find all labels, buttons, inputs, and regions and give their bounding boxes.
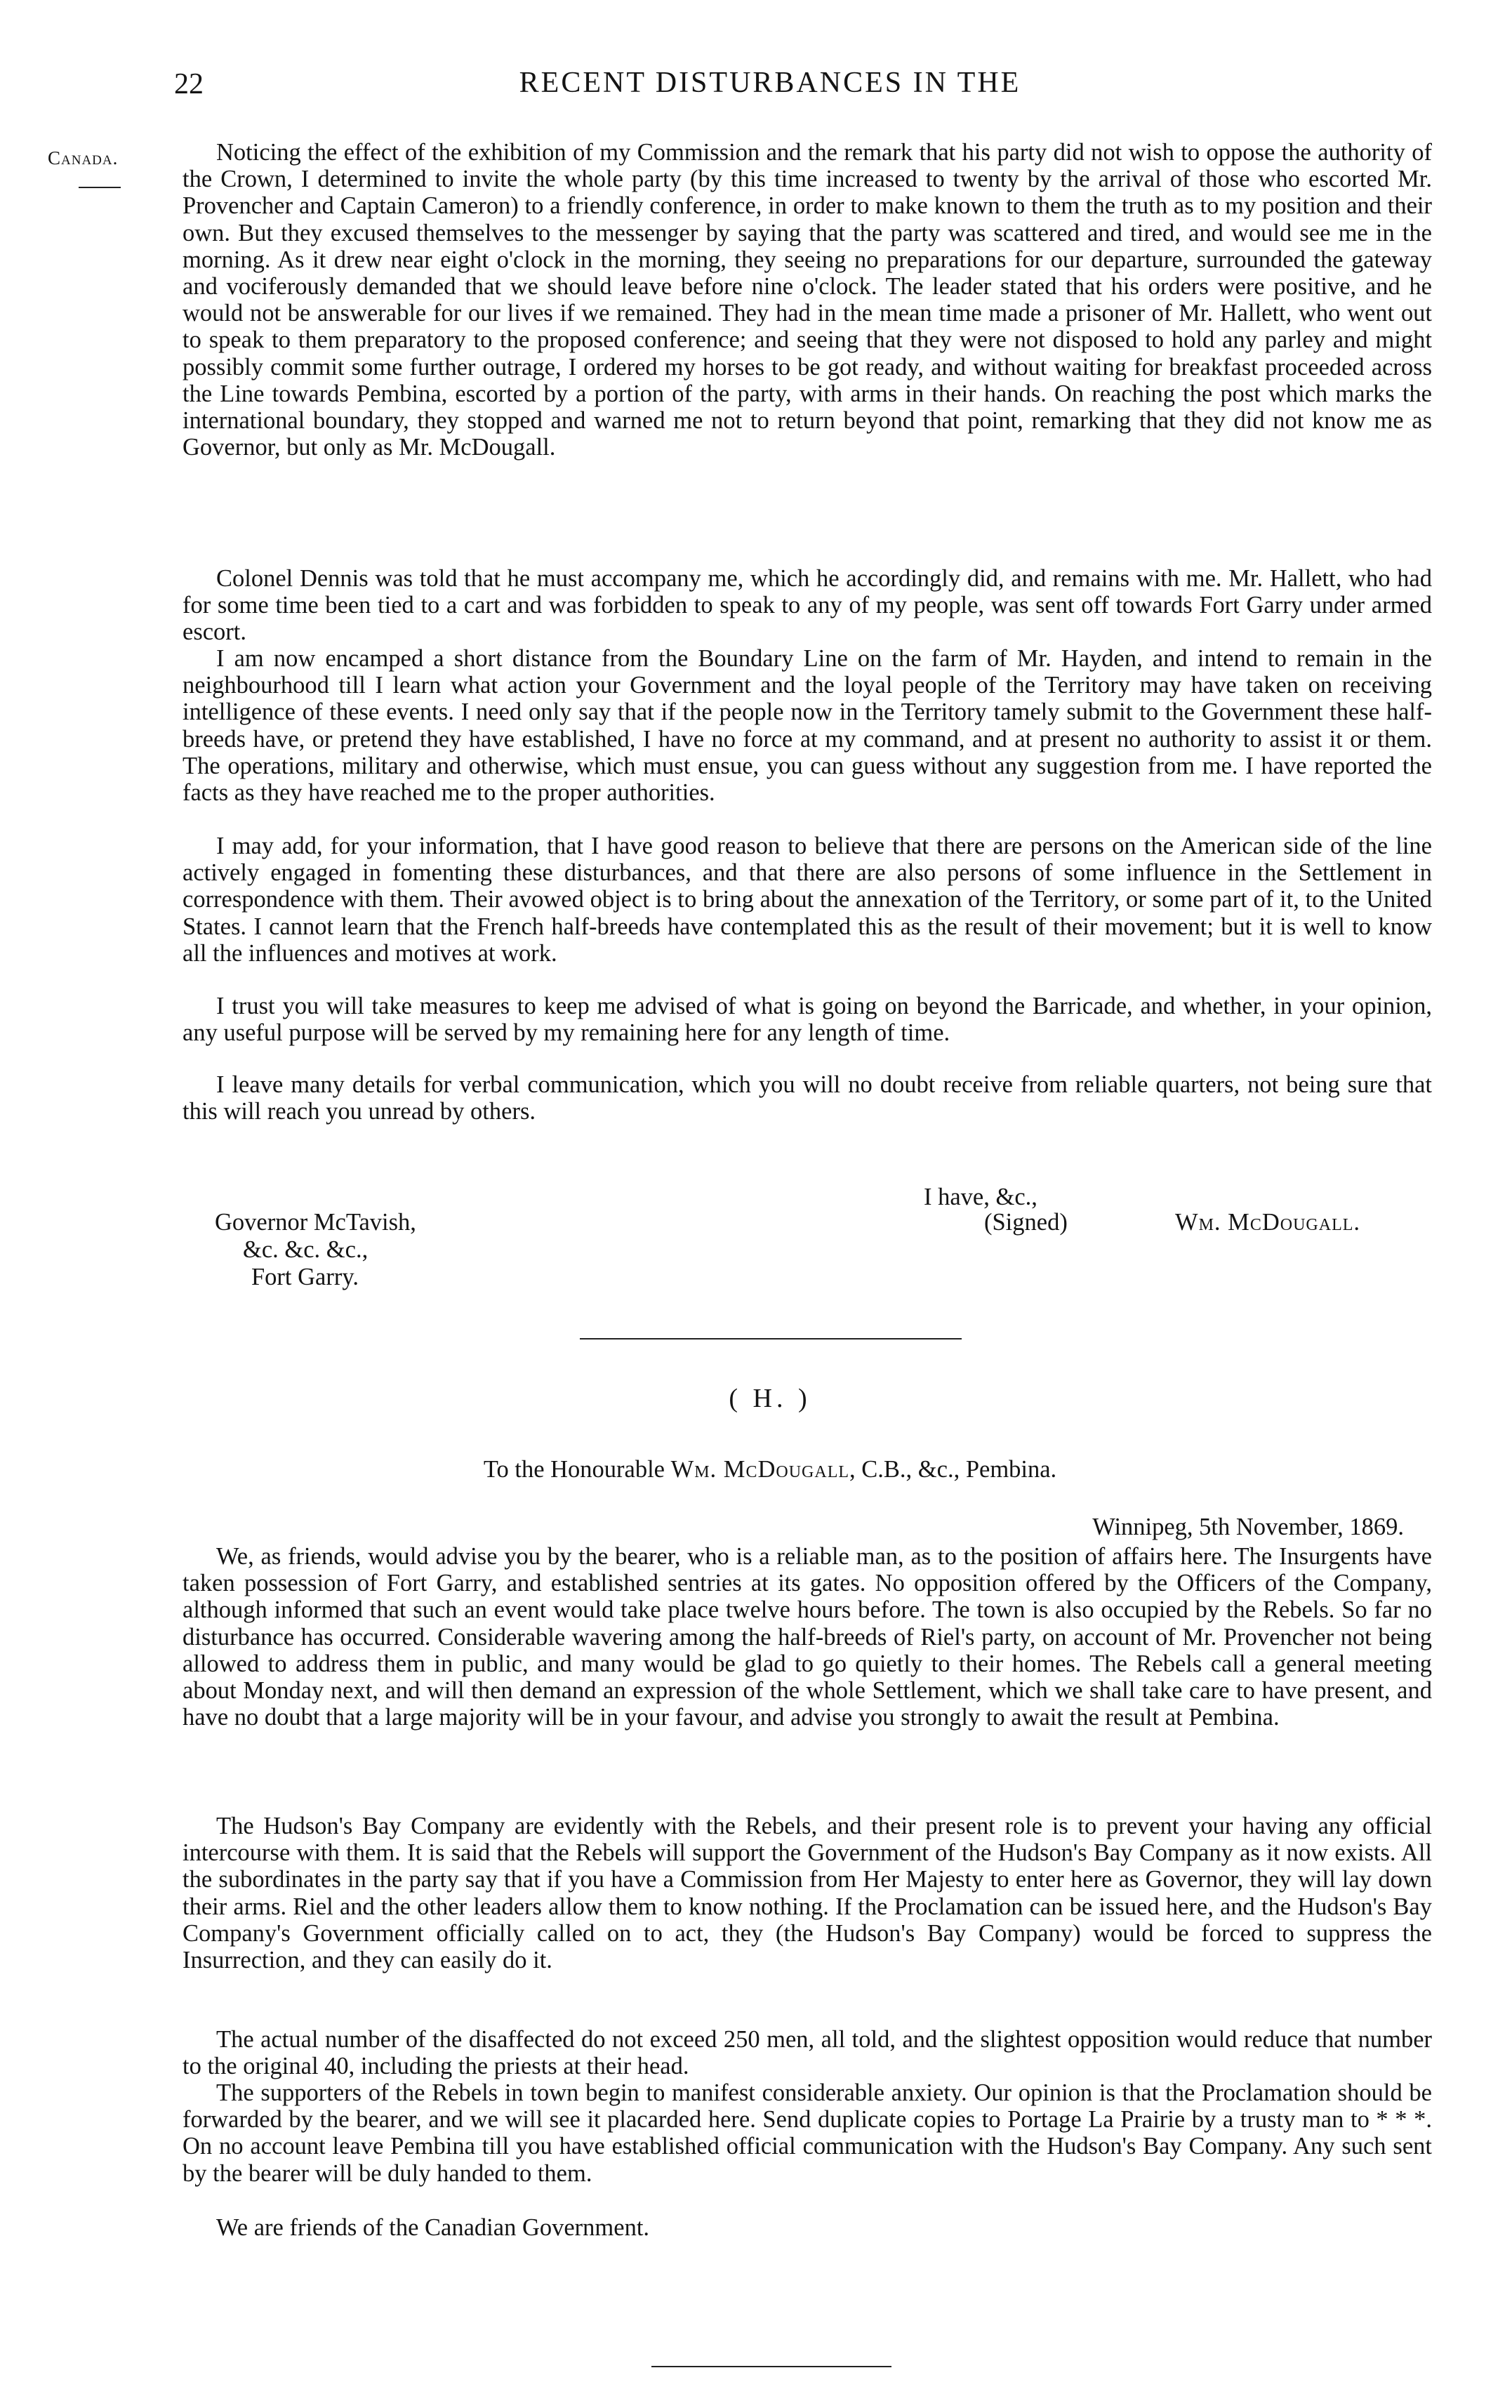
paragraph: Colonel Dennis was told that he must accompany me, which he accordingly did, and remains with me. Mr. Hallett, who had for some time been tied to a cart and was forbidden to speak to any of my people, was sent off towards Fort Garry under armed escort. — [183, 565, 1432, 646]
dateline: Winnipeg, 5th November, 1869. — [1092, 1514, 1404, 1540]
paragraph: I trust you will take measures to keep me advised of what is going on beyond the Barricade, and whether, in your opinion, any useful purpose will be served by my remaining here for any length of time. — [183, 993, 1432, 1047]
addressee — [215, 1209, 416, 1291]
addressee-line: &c. &c. &c., — [243, 1236, 369, 1263]
paragraph: We, as friends, would advise you by the bearer, who is a reliable man, as to the position of affairs here. The Insurgents have taken possession of Fort Garry, and established sentries at its gates. No opposition offered by the Officers of the Company, although informed that such an event would take place twelve hours before. The town is also occupied by the Rebels. So far no disturbance has occurred. Considerable wavering among the half-breeds of Riel's party, on account of Mr. Provencher not being allowed to address them in public, and many would be glad to go quietly to their homes. The Rebels call a general meeting about Monday next, and will then demand an expression of the whole Settlement, which we shall take care to have present, and have no doubt that a large majority will be in your favour, and advise you strongly to await the result at Pembina. — [183, 1543, 1432, 1731]
letter-heading — [0, 1456, 1512, 1483]
section-divider — [580, 1338, 962, 1339]
signature: Wm. McDougall. — [1175, 1209, 1361, 1236]
addressee-line: Governor McTavish, — [215, 1209, 416, 1236]
heading-prefix: To the Honourable — [483, 1456, 671, 1483]
signed-note: (Signed) — [984, 1209, 1068, 1236]
paragraph: The actual number of the disaffected do not exceed 250 men, all told, and the slightest opposition would reduce that number to the original 40, including the priests at their head. — [183, 2026, 1432, 2080]
end-rule — [651, 2366, 891, 2367]
page-number: 22 — [174, 68, 204, 100]
valediction: I have, &c., — [924, 1184, 1037, 1210]
section-label: ( H. ) — [729, 1384, 811, 1413]
paragraph: I may add, for your information, that I have good reason to believe that there are persons on the American side of the line actively engaged in fomenting these disturbances, and that there are also persons of some influence in the Settlement in correspondence with them. Their avowed object is to bring about the annexation of the Territory, or some part of it, to the United States. I cannot learn that the French half-breeds have contemplated this as the result of their movement; but it is well to know all the influences and motives at work. — [183, 833, 1432, 967]
letter-h-body — [183, 1543, 1432, 2241]
margin-note: Canada. — [48, 147, 119, 168]
paragraph: The Hudson's Bay Company are evidently with the Rebels, and their present role is to prevent your having any official intercourse with them. It is said that the Rebels will support the Government of the Hudson's Bay Company as it now exists. All the subordinates in the party say that if you have a Commission from Her Majesty to enter here as Governor, they will lay down their arms. Riel and the other leaders allow them to know nothing. If the Proclamation can be issued here, and the Hudson's Bay Company's Government officially called on to act, they (the Hudson's Bay Company) would be forced to suppress the Insurrection, and they can easily do it. — [183, 1813, 1432, 1974]
letter-g-body — [183, 139, 1432, 1125]
paragraph: I leave many details for verbal communication, which you will no doubt receive from reliable quarters, not being sure that this will reach you unread by others. — [183, 1071, 1432, 1125]
paragraph: The supporters of the Rebels in town begin to manifest considerable anxiety. Our opinion is that the Proclamation should be forwarded by the bearer, and we will see it placarded here. Send duplicate copies to Portage La Prairie by a trusty man to * * *. On no account leave Pembina till you have established official communication with the Hudson's Bay Company. Any such sent by the bearer will be duly handed to them. — [183, 2079, 1432, 2187]
heading-suffix: , C.B., &c., Pembina. — [849, 1456, 1057, 1483]
paragraph: We are friends of the Canadian Government. — [216, 2214, 650, 2241]
heading-name: Wm. McDougall — [670, 1456, 850, 1483]
running-head: RECENT DISTURBANCES IN THE — [519, 67, 1021, 99]
addressee-line: Fort Garry. — [251, 1264, 359, 1290]
paragraph: I am now encamped a short distance from the Boundary Line on the farm of Mr. Hayden, and intend to remain in the neighbourhood till I learn what action your Government and the loyal people of the Territory may have taken on receiving intelligence of these events. I need only say that if the people now in the Territory tamely submit to the Government these half-breeds have, or pretend they have established, I have no force at my command, and at present no authority to assist it or them. The operations, military and otherwise, which must ensue, you can guess without any suggestion from me. I have reported the facts as they have reached me to the proper authorities. — [183, 645, 1432, 807]
paragraph: Noticing the effect of the exhibition of my Commission and the remark that his party did not wish to oppose the authority of the Crown, I determined to invite the whole party (by this time increased to twenty by the arrival of those who escorted Mr. Provencher and Captain Cameron) to a friendly conference, in order to make known to them the truth as to my position and their own. But they excused themselves to the messenger by saying that the party was scattered and tired, and would see me in the morning. As it drew near eight o'clock in the morning, they seeing no preparations for our departure, surrounded the gateway and vociferously demanded that we should leave before nine o'clock. The leader stated that his orders were positive, and he would not be answerable for our lives if we remained. They had in the mean time made a prisoner of Mr. Hallett, who went out to speak to them preparatory to the proposed conference; and seeing that they were not disposed to hold any parley and might possibly commit some further outrage, I ordered my horses to be got ready, and without waiting for breakfast proceeded across the Line towards Pembina, escorted by a portion of the party, with arms in their hands. On reaching the post which marks the international boundary, they stopped and warned me not to return beyond that point, remarking that they did not know me as Governor, but only as Mr. McDougall. — [183, 139, 1432, 461]
margin-note-rule — [79, 187, 121, 188]
